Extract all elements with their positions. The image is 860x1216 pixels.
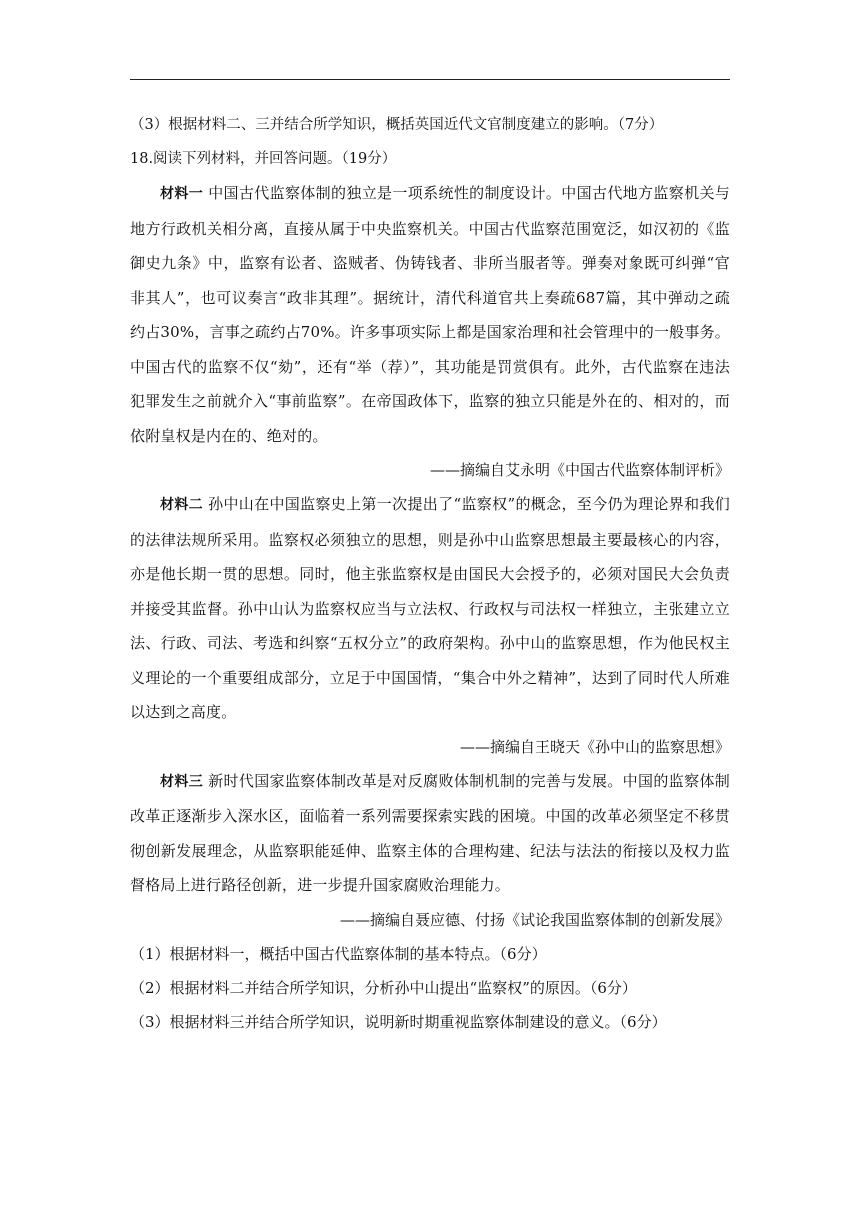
material-2-label: 材料二 — [160, 497, 204, 513]
material-2-text: 孙中山在中国监察史上第一次提出了“监察权”的概念，至今仍为理论界和我们的法律法规所采用。监察权必须独立的思想，则是孙中山监察思想最主要最核心的内容，亦是他长期一贯的思想。同时，他主张监察权是由国民大会授予的，必须对国民大会负责并接受其监督。孙中山认为监察权应当与立法权、行政权与司法权一样独立，主张建立立法、行政、司法、考选和纠察“五权分立”的政府架构。孙中山的监察思想，作为他民权主义理论的一个重要组成部分，立足于中国国情，“集合中外之精神”，达到了同时代人所难以达到之高度。 — [130, 495, 731, 721]
sub-question-3: （3）根据材料三并结合所学知识，说明新时期重视监察体制建设的意义。（6分） — [130, 1012, 667, 1031]
sub-question-2: （2）根据材料二并结合所学知识，分析孙中山提出“监察权”的原因。（6分） — [130, 978, 637, 997]
document-content — [130, 108, 730, 1039]
material-3 — [130, 764, 730, 903]
material-3-label: 材料三 — [160, 773, 204, 790]
material-3-source: ——摘编自聂应德、付扬《试论我国监察体制的创新发展》 — [339, 910, 730, 929]
material-1-source: ——摘编自艾永明《中国古代监察体制评析》 — [429, 461, 730, 479]
header-rule — [130, 79, 730, 80]
sub-question-1: （1）根据材料一，概括中国古代监察体制的基本特点。（6分） — [130, 944, 547, 963]
material-1-label: 材料一 — [160, 186, 204, 202]
material-2 — [130, 487, 730, 730]
prior-question-3: （3）根据材料二、三并结合所学知识，概括英国近代文官制度建立的影响。（7分） — [130, 117, 664, 133]
question-18-heading: 18.阅读下列材料，并回答问题。（19分） — [130, 151, 397, 167]
material-1 — [130, 176, 730, 453]
material-1-text: 中国古代监察体制的独立是一项系统性的制度设计。中国古代地方监察机关与地方行政机关相分离，直接从属于中央监察机关。中国古代监察范围宽泛，如汉初的《监御史九条》中，监察有讼者、盗贼者、伪铸钱者、非所当服者等。弹奏对象既可纠弹“官非其人”，也可议奏言“政非其理”。据统计，清代科道官共上奏疏687篇，其中弹动之疏约占30%，言事之疏约占70%。许多事项实际上都是国家治理和社会管理中的一般事务。中国古代的监察不仅“劾”，还有“举（荐）”，其功能是罚赏俱有。此外，古代监察在违法犯罪发生之前就介入“事前监察”。在帝国政体下，监察的独立只能是外在的、相对的，而依附皇权是内在的、绝对的。 — [130, 184, 730, 445]
material-3-text: 新时代国家监察体制改革是对反腐败体制机制的完善与发展。中国的监察体制改革正逐渐步入深水区，面临着一系列需要探索实践的困境。中国的改革必须坚定不移贯彻创新发展理念，从监察职能延伸、监察主体的合理构建、纪法与法法的衔接以及权力监督格局上进行路径创新，进一步提升国家腐败治理能力。 — [130, 771, 730, 894]
material-2-source: ——摘编自王晓天《孙中山的监察思想》 — [459, 737, 730, 756]
